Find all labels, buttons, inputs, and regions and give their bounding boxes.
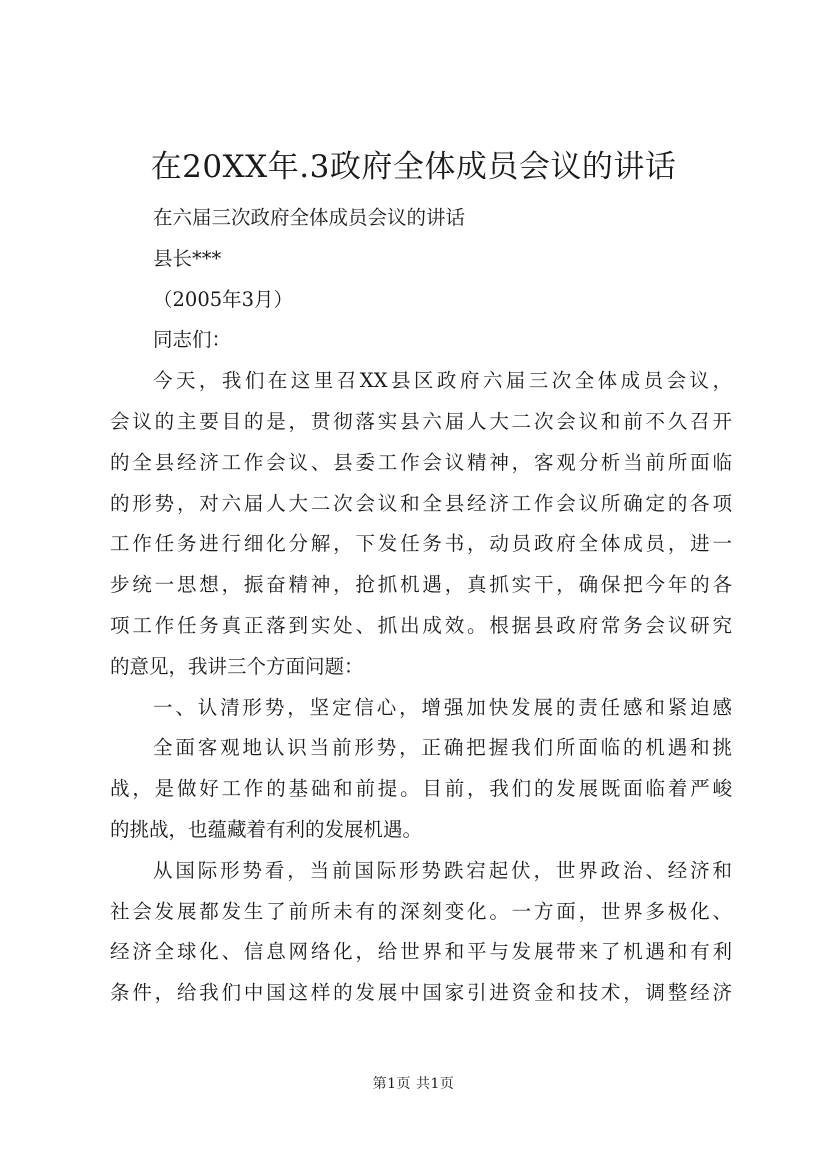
- document-title: 在20XX年.3政府全体成员会议的讲话: [150, 149, 677, 185]
- text-line: 战，是做好工作的基础和前提。目前，我们的发展既面临着严峻: [110, 777, 732, 801]
- text-line: 社会发展都发生了前所未有的深刻变化。一方面，世界多极化、: [110, 899, 732, 923]
- text-line: 全面客观地认识当前形势，正确把握我们所面临的机遇和挑: [153, 736, 732, 760]
- text-line: 县长***: [153, 246, 222, 270]
- text-line: 项工作任务真正落到实处、抓出成效。根据县政府常务会议研究: [110, 613, 732, 637]
- text-line: 经济全球化、信息网络化，给世界和平与发展带来了机遇和有利: [110, 940, 732, 964]
- text-line: 的意见，我讲三个方面问题：: [110, 654, 364, 678]
- text-line: 从国际形势看，当前国际形势跌宕起伏，世界政治、经济和: [153, 858, 732, 882]
- text-line: 在六届三次政府全体成员会议的讲话: [153, 206, 466, 229]
- text-line: 的全县经济工作会议、县委工作会议精神，客观分析当前所面临: [110, 450, 732, 474]
- text-line: 条件，给我们中国这样的发展中国家引进资金和技术，调整经济: [110, 981, 732, 1005]
- page-footer: 第1页 共1页: [372, 1076, 455, 1092]
- text-line: 今天，我们在这里召XX县区政府六届三次全体成员会议，: [153, 369, 732, 393]
- text-line: 会议的主要目的是，贯彻落实县六届人大二次会议和前不久召开: [110, 409, 732, 433]
- text-line: 步统一思想，振奋精神，抢抓机遇，真抓实干，确保把今年的各: [110, 573, 732, 597]
- text-line: 一、认清形势，坚定信心，增强加快发展的责任感和紧迫感: [153, 695, 732, 719]
- text-line: 的挑战，也蕴藏着有利的发展机遇。: [110, 817, 423, 841]
- text-line: 同志们：: [153, 328, 232, 352]
- text-line: 的形势，对六届人大二次会议和全县经济工作会议所确定的各项: [110, 491, 732, 515]
- text-line: 工作任务进行细化分解，下发任务书，动员政府全体成员，进一: [110, 532, 732, 556]
- document-body: [110, 198, 732, 1014]
- text-line: （2005年3月）: [153, 287, 294, 311]
